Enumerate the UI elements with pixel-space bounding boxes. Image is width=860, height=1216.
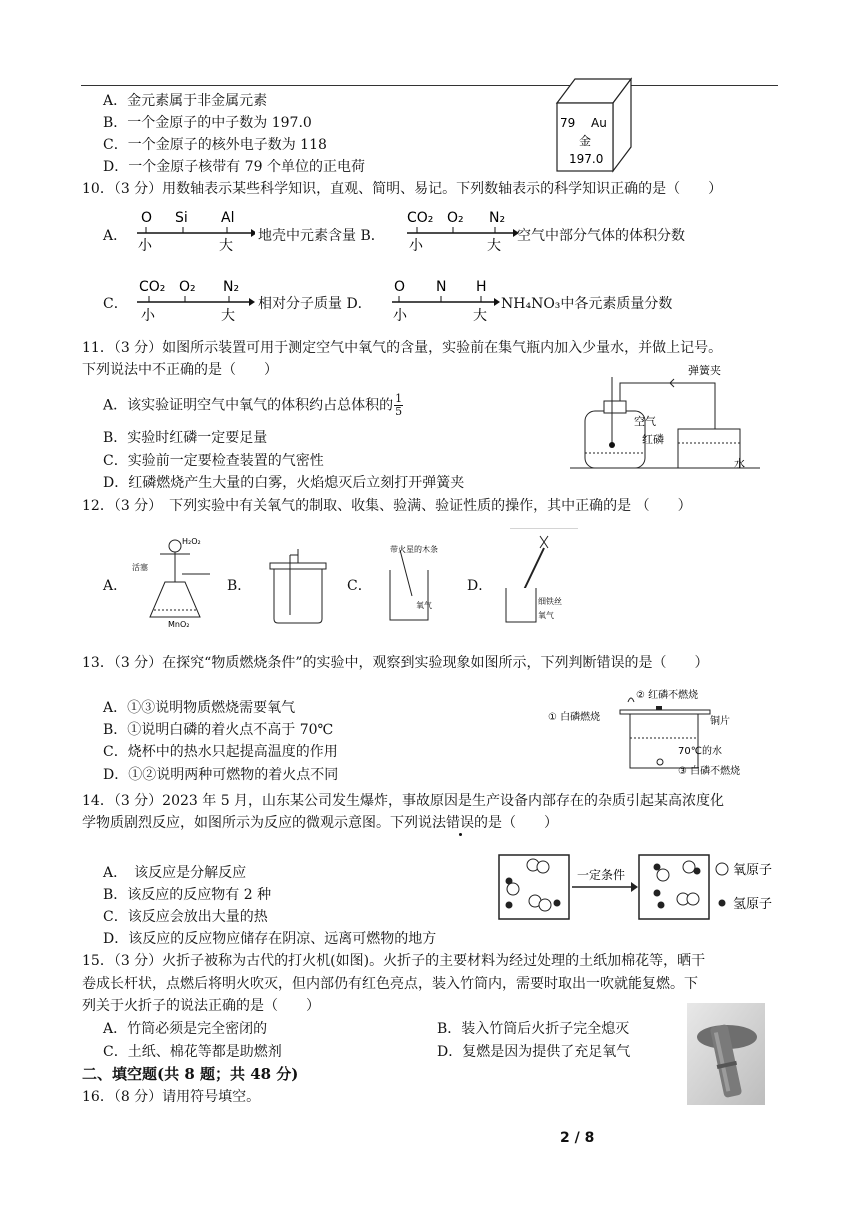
svg-text:一定条件: 一定条件: [577, 868, 626, 882]
q12-stem: 12．（3 分） 下列实验中有关氧气的制取、收集、验满、验证性质的操作，其中正确的是 （ ）: [82, 498, 692, 514]
svg-text:小: 小: [138, 238, 152, 253]
q14-option-b: B．该反应的反应物有 2 种: [103, 887, 272, 903]
q10-text-d: NH₄NO₃中各元素质量分数: [501, 296, 673, 312]
q9-option-a: A．金元素属于非金属元素: [103, 93, 268, 109]
q14-stem-2: 学物质剧烈反应，如图所示为反应的微观示意图。下列说法错误的是（ ）: [82, 815, 558, 831]
page-number: 2 / 8: [560, 1130, 595, 1146]
header-rule: [81, 85, 778, 86]
svg-text:O: O: [141, 210, 153, 226]
q14-option-c: C．该反应会放出大量的热: [103, 909, 268, 925]
svg-text:70℃的水: 70℃的水: [678, 746, 722, 757]
q10-axis-a: [135, 205, 255, 253]
q15-option-b: B．装入竹筒后火折子完全熄灭: [437, 1021, 630, 1037]
svg-text:活塞: 活塞: [132, 563, 148, 572]
svg-text:大: 大: [219, 238, 233, 253]
q10-text-b: 空气中部分气体的体积分数: [517, 228, 685, 244]
fraction-one-fifth: $\frac{1}{5}$: [395, 392, 403, 418]
svg-text:空气: 空气: [634, 415, 656, 428]
svg-text:小: 小: [409, 238, 423, 253]
q13-option-b: B．①说明白磷的着火点不高于 70℃: [103, 722, 334, 738]
q10-label-c: C．: [103, 296, 128, 312]
q15-option-a: A．竹筒必须是完全密闭的: [103, 1021, 268, 1037]
q10-stem: 10．（3 分）用数轴表示某些科学知识，直观、简明、易记。下列数轴表示的科学知识正确的是（ ）: [82, 181, 723, 197]
gold-element-cell: [555, 75, 635, 173]
reaction-microscopic-diagram: [497, 853, 807, 921]
svg-text:水: 水: [734, 457, 745, 470]
q14-option-a: A． 该反应是分解反应: [103, 865, 247, 881]
svg-text:氧气: 氧气: [416, 601, 432, 610]
q12-label-c: C．: [347, 578, 372, 594]
q14-stem-1: 14．（3 分）2023 年 5 月，山东某公司发生爆炸，事故原因是生产设备内部存在的杂质引起某高浓度化: [82, 793, 725, 809]
q12-label-b: B．: [227, 578, 252, 594]
svg-text:氧原子: 氧原子: [733, 863, 773, 878]
q11-option-b: B．实验时红磷一定要足量: [103, 430, 268, 446]
q12-label-a: A．: [103, 578, 128, 594]
q11-option-d: D．红磷燃烧产生大量的白雾，火焰熄灭后立刻打开弹簧夹: [103, 475, 465, 491]
q9-option-c: C．一个金原子的核外电子数为 118: [103, 137, 327, 153]
svg-text:氧气: 氧气: [538, 611, 554, 620]
svg-text:③ 白磷不燃烧: ③ 白磷不燃烧: [678, 766, 741, 777]
q11-option-c: C．实验前一定要检查装置的气密性: [103, 453, 324, 469]
svg-text:CO₂: CO₂: [407, 210, 434, 226]
svg-text:铜片: 铜片: [710, 716, 730, 727]
svg-text:② 红磷不燃烧: ② 红磷不燃烧: [636, 690, 699, 701]
q15-stem-1: 15．（3 分）火折子被称为古代的打火机(如图)。火折子的主要材料为经过处理的土纸加棉花等，晒干: [82, 953, 706, 969]
svg-text:Si: Si: [175, 210, 188, 226]
svg-text:带火星的木条: 带火星的木条: [390, 545, 438, 554]
gas-collection-bottle: [268, 545, 328, 625]
q10-text-c: 相对分子质量 D．: [258, 296, 372, 312]
q9-option-b: B．一个金原子的中子数为 197.0: [103, 115, 312, 131]
svg-text:O₂: O₂: [179, 279, 196, 295]
section-2-heading: 二、填空题(共 8 题；共 48 分): [82, 1065, 299, 1083]
q15-stem-3: 列关于火折子的说法正确的是（ ）: [82, 998, 320, 1014]
q10-axis-b: [405, 205, 520, 253]
svg-text:N₂: N₂: [489, 210, 506, 226]
svg-text:O₂: O₂: [447, 210, 464, 226]
q11-stem-2: 下列说法中不正确的是（ ）: [82, 362, 278, 378]
q13-stem: 13．（3 分）在探究“物质燃烧条件”的实验中，观察到实验现象如图所示，下列判断错误的是（ ）: [82, 655, 709, 671]
q11-stem-1: 11．（3 分）如图所示装置可用于测定空气中氧气的含量，实验前在集气瓶内加入少量水，并做上记号。: [82, 340, 723, 356]
q14-option-d: D．该反应的反应物应储存在阴凉、远离可燃物的地方: [103, 931, 437, 947]
cell-symbol: Au: [591, 116, 607, 130]
svg-text:氢原子: 氢原子: [733, 897, 773, 912]
svg-text:CO₂: CO₂: [139, 279, 166, 295]
svg-text:N: N: [436, 279, 447, 295]
q13-option-a: A．①③说明物质燃烧需要氧气: [103, 700, 296, 716]
q13-option-d: D．①②说明两种可燃物的着火点不同: [103, 767, 339, 783]
oxygen-generation-apparatus: [130, 532, 215, 628]
q10-label-a: A．: [103, 228, 128, 244]
svg-text:Al: Al: [221, 210, 235, 226]
svg-text:大: 大: [473, 308, 487, 324]
q10-axis-c: [135, 274, 255, 324]
cell-number: 79: [560, 116, 576, 130]
q10-axis-d: [390, 274, 502, 324]
svg-text:小: 小: [393, 308, 407, 324]
cell-mass: 197.0: [569, 152, 604, 166]
oxygen-measurement-apparatus: [570, 363, 765, 473]
q15-stem-2: 卷成长杆状，点燃后将明火吹灭，但内部仍有红色亮点，装入竹筒内，需要时取出一吹就能复燃。下: [82, 976, 698, 992]
svg-text:O: O: [394, 279, 406, 295]
svg-text:红磷: 红磷: [642, 433, 664, 446]
fire-starter-photo: [687, 1003, 765, 1105]
svg-text:① 白磷燃烧: ① 白磷燃烧: [548, 712, 601, 723]
q15-option-d: D．复燃是因为提供了充足氧气: [437, 1044, 631, 1060]
q13-option-c: C．烧杯中的热水只起提高温度的作用: [103, 744, 338, 760]
cell-name: 金: [579, 134, 592, 148]
svg-text:H₂O₂: H₂O₂: [182, 537, 201, 546]
svg-text:细铁丝: 细铁丝: [538, 597, 562, 606]
svg-text:大: 大: [487, 238, 501, 253]
q9-option-d: D．一个金原子核带有 79 个单位的正电荷: [103, 159, 365, 175]
q11-option-a: A．该实验证明空气中氧气的体积约占总体积的 $\frac{1}{5}$: [103, 392, 403, 418]
svg-text:N₂: N₂: [223, 279, 240, 295]
emphasis-wrong: 错误: [446, 815, 474, 831]
combustion-condition-apparatus: [548, 688, 763, 783]
svg-text:H: H: [476, 279, 487, 295]
q16-stem: 16．（8 分）请用符号填空。: [82, 1089, 261, 1105]
q10-text-a: 地壳中元素含量 B．: [258, 228, 385, 244]
q12-label-d: D．: [467, 578, 493, 594]
oxygen-test-bottle: [378, 540, 473, 626]
q15-option-c: C．土纸、棉花等都是助燃剂: [103, 1044, 282, 1060]
svg-text:MnO₂: MnO₂: [168, 620, 190, 628]
iron-wire-burning: [498, 528, 588, 628]
svg-text:弹簧夹: 弹簧夹: [688, 364, 721, 377]
svg-text:小: 小: [141, 308, 155, 324]
svg-text:大: 大: [221, 308, 235, 324]
